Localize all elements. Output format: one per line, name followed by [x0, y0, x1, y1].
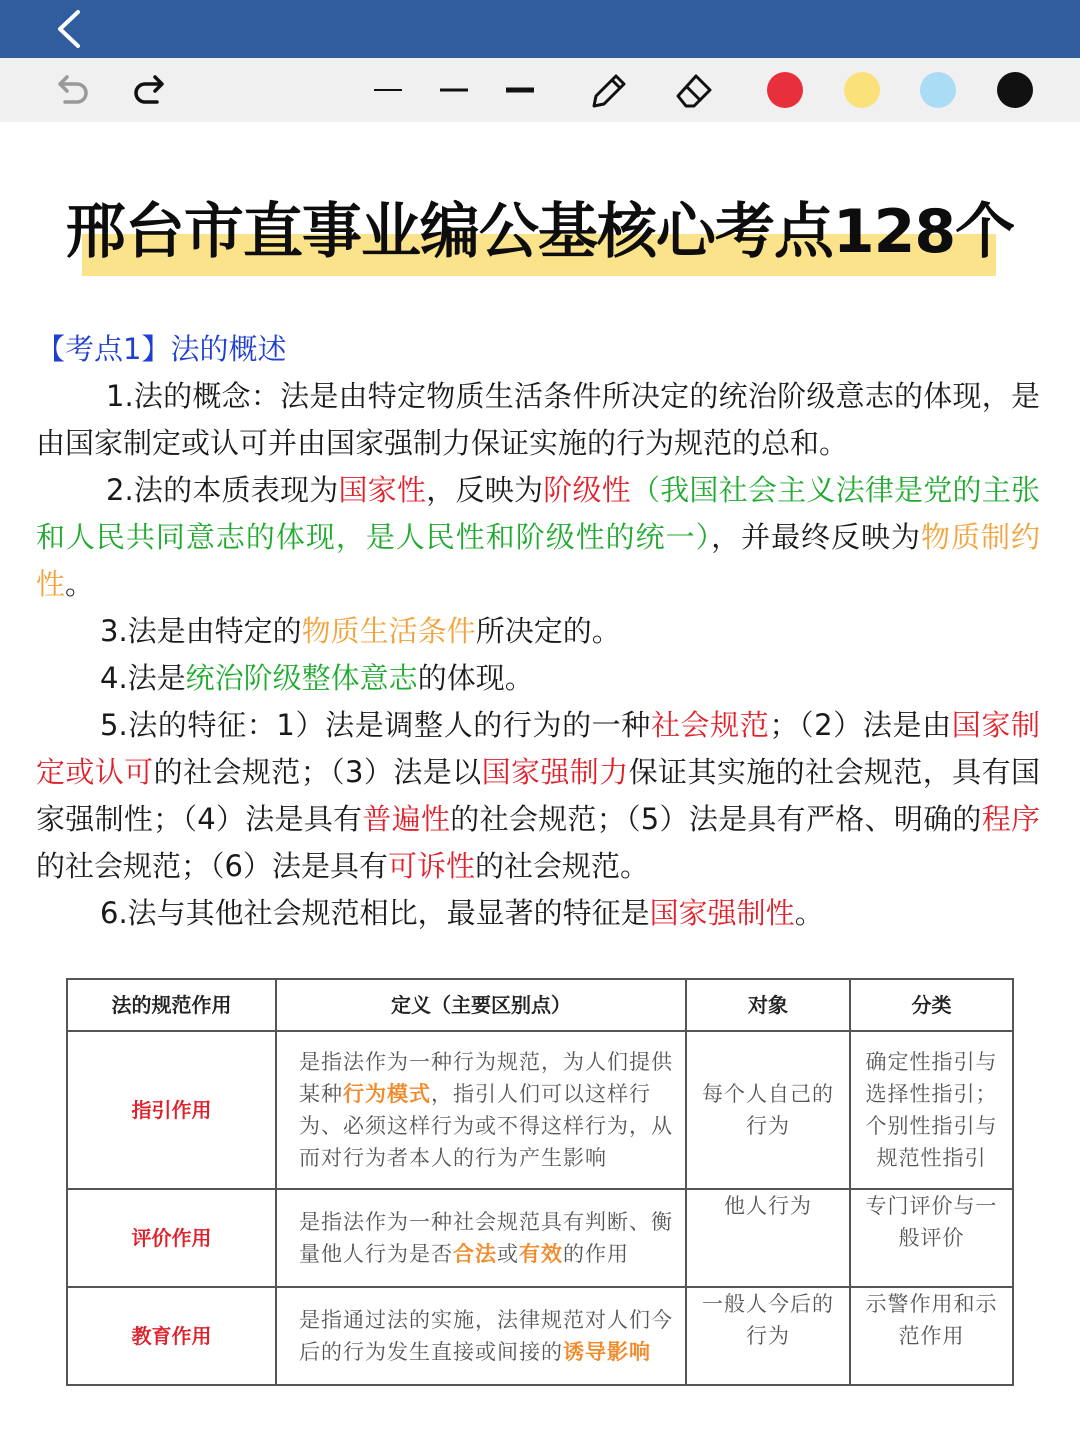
- text: 。: [794, 896, 824, 930]
- text: 是指法作为一种社会规范具有判断、衡量他人行为是否: [299, 1210, 673, 1266]
- color-dot: [997, 72, 1033, 108]
- row-label: 指引作用: [67, 1031, 276, 1189]
- table-row: [67, 1189, 1013, 1287]
- text: ，指引人们可以这样行为、必须这样行为或不得这样行为，从而对行为者本人的行为产生影响: [299, 1082, 673, 1170]
- text: 5.法的特征：1）法是调整人的行为的一种: [100, 708, 651, 742]
- text: 保证其实施的社会规范，具有国家强制性；（4）法是具有: [36, 755, 1040, 836]
- pen-icon[interactable]: [584, 58, 632, 122]
- text: 2.法的本质表现为: [106, 473, 339, 507]
- highlight-red: 普遍性: [362, 802, 451, 836]
- medium-stroke-icon[interactable]: [434, 58, 474, 122]
- target-cell: 一般人今后的行为: [686, 1287, 850, 1385]
- table-row: [67, 1287, 1013, 1385]
- row-label: 教育作用: [67, 1287, 276, 1385]
- row-label: 评价作用: [67, 1189, 276, 1287]
- text: 所决定的。: [475, 614, 621, 648]
- column-header: 法的规范作用: [67, 979, 276, 1031]
- color-yellow-swatch[interactable]: [842, 58, 882, 122]
- column-header: 对象: [686, 979, 850, 1031]
- text: 4.法是: [100, 661, 186, 695]
- target-cell: 每个人自己的行为: [686, 1031, 850, 1189]
- highlight-red: 程序: [981, 802, 1040, 836]
- table-row: [67, 1031, 1013, 1189]
- color-dot: [920, 72, 956, 108]
- table-header-row: [67, 979, 1013, 1031]
- paragraph-5: [36, 702, 1040, 890]
- article-content: [36, 326, 1040, 937]
- text: 6.法与其他社会规范相比，最显著的特征是: [100, 896, 650, 930]
- target-cell: 他人行为: [686, 1189, 850, 1287]
- text: ，反映为: [426, 473, 544, 507]
- highlight-orange: 诱导影响: [563, 1339, 651, 1364]
- text: ；（2）法是由: [769, 708, 952, 742]
- highlight-red: 阶级性: [543, 473, 631, 507]
- highlight-red: 国家制定或认可: [36, 708, 1040, 789]
- eraser-icon[interactable]: [670, 58, 718, 122]
- text: 的社会规范。: [474, 849, 649, 883]
- highlight-red: 社会规范: [650, 708, 770, 742]
- highlight-orange: 有效: [519, 1241, 563, 1266]
- text: 的社会规范；（5）法是具有严格、明确的: [450, 802, 982, 836]
- text: 。: [65, 567, 95, 601]
- text: 3.法是由特定的: [100, 614, 302, 648]
- highlight-orange: 物质生活条件: [301, 614, 476, 648]
- text: 是指法作为一种行为规范，为人们提供某种: [299, 1050, 673, 1106]
- title-block: [0, 170, 1080, 280]
- color-red-swatch[interactable]: [765, 58, 805, 122]
- paragraph-6: [36, 890, 1040, 937]
- definition-cell: [276, 1031, 686, 1189]
- text: 1.法的概念：法是由特定物质生活条件所决定的统治阶级意志的体现，是由国家制定或认可并由国家强制力保证实施的行为规范的总和。: [36, 379, 1040, 460]
- law-function-table-image: [66, 978, 1012, 1386]
- law-function-table: [66, 978, 1014, 1386]
- highlight-green: （我国社会主义法律是党的主张和人民共同意志的体现，是人民性和阶级性的统一）: [36, 473, 1040, 554]
- text: 的社会规范；（3）法是以: [153, 755, 482, 789]
- highlight-orange: 合法: [453, 1241, 497, 1266]
- page-title: 邢台市直事业编公基核心考点128个: [65, 197, 1015, 267]
- category-cell: 确定性指引与选择性指引；个别性指引与规范性指引: [850, 1031, 1013, 1189]
- top-bar: [0, 0, 1080, 58]
- paragraph-3: [36, 608, 1040, 655]
- text: 是指通过法的实施，法律规范对人们今后的行为发生直接或间接的: [299, 1308, 673, 1364]
- paragraph-1: [36, 373, 1040, 467]
- column-header: 定义（主要区别点）: [276, 979, 686, 1031]
- undo-icon[interactable]: [46, 58, 96, 122]
- text: 或: [497, 1242, 519, 1266]
- section-heading: 【考点1】法的概述: [36, 332, 287, 366]
- definition-cell: [276, 1287, 686, 1385]
- highlight-green: 统治阶级整体意志: [185, 661, 418, 695]
- highlight-orange: 行为模式: [343, 1081, 431, 1106]
- color-dot: [767, 72, 803, 108]
- highlight-orange: 物质制约性: [36, 520, 1040, 601]
- back-icon[interactable]: [50, 6, 94, 52]
- annotation-toolbar: [0, 58, 1080, 122]
- category-cell: 示警作用和示范作用: [850, 1287, 1013, 1385]
- column-header: 分类: [850, 979, 1013, 1031]
- text: 的体现。: [417, 661, 534, 695]
- highlight-red: 国家强制性: [649, 896, 795, 930]
- color-dot: [844, 72, 880, 108]
- highlight-red: 国家性: [338, 473, 427, 507]
- text: 的作用: [563, 1242, 629, 1266]
- paragraph-2: [36, 467, 1040, 608]
- highlight-red: 国家强制力: [481, 755, 629, 789]
- paragraph-4: [36, 655, 1040, 702]
- category-cell: 专门评价与一般评价: [850, 1189, 1013, 1287]
- thick-stroke-icon[interactable]: [500, 58, 540, 122]
- text: ，并最终反映为: [711, 520, 922, 554]
- definition-cell: [276, 1189, 686, 1287]
- color-blue-swatch[interactable]: [918, 58, 958, 122]
- text: 的社会规范；（6）法是具有: [36, 849, 388, 883]
- color-black-swatch[interactable]: [995, 58, 1035, 122]
- highlight-red: 可诉性: [387, 849, 475, 883]
- redo-icon[interactable]: [126, 58, 176, 122]
- thin-stroke-icon[interactable]: [368, 58, 408, 122]
